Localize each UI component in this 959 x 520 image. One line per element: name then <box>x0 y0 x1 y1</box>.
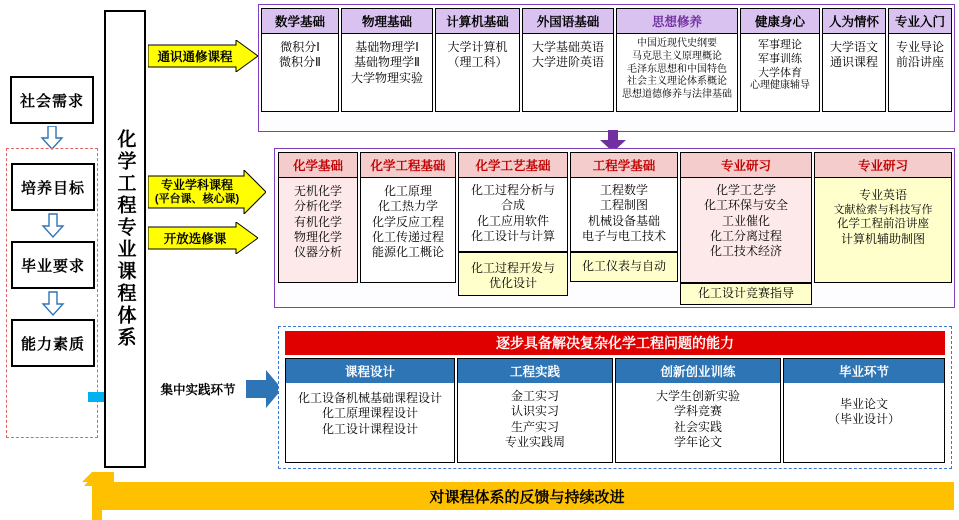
practice-item: 毕业论文 <box>839 397 888 411</box>
course-group-physics <box>341 8 433 112</box>
course-group-items <box>622 34 732 102</box>
course-group-title: 人为情怀 <box>823 9 885 34</box>
course-group-title: 计算机基础 <box>436 9 519 34</box>
vertical-title: 化学工程专业课程体系 <box>114 129 136 349</box>
course-group-items <box>294 178 342 261</box>
course-group-title: 专业入门 <box>889 9 951 34</box>
course-item: 分析化学 <box>293 199 342 214</box>
course-item: 微积分Ⅱ <box>279 55 321 70</box>
course-group-items <box>750 34 810 93</box>
course-item: 化学工程前沿讲座 <box>837 218 929 231</box>
feedback-arrow-up <box>74 472 114 520</box>
course-item: 化工分离过程 <box>709 229 782 244</box>
left-chain-item-0 <box>10 76 94 124</box>
course-group-title: 健康身心 <box>741 9 819 34</box>
course-item: 仪器分析 <box>293 245 342 260</box>
course-item: 毛泽东思想和中国特色 <box>627 63 727 75</box>
arrow-label-text: 专业学科课程 <box>160 177 233 192</box>
course-item: 合成 <box>500 198 525 213</box>
arrow-label-text: 集中实践环节 <box>160 383 236 397</box>
arrow-label-subtext: (平台课、核心课) <box>154 192 240 205</box>
arrow-label-elective <box>152 227 238 249</box>
course-item: 化工应用软件 <box>476 213 549 228</box>
course-group-chemical-technology-elective <box>458 252 568 296</box>
practice-card-items <box>298 383 442 437</box>
course-group-math <box>261 8 339 112</box>
course-group-items <box>896 34 944 71</box>
arrow-down-0 <box>40 126 64 150</box>
practice-card-graduation <box>783 358 945 463</box>
feedback-text: 对课程体系的反馈与持续改进 <box>429 488 625 506</box>
left-chain-label: 社会需求 <box>19 92 84 110</box>
course-group-items <box>582 178 666 244</box>
practice-card-title: 创新创业训练 <box>616 359 780 383</box>
course-item: 大学计算机 <box>447 40 508 54</box>
left-chain-dashed-group <box>6 148 98 438</box>
arrow-label-practice <box>150 377 246 401</box>
practice-card-engineering-practice <box>457 358 613 463</box>
course-item: 能源化工概论 <box>371 245 444 260</box>
course-item: 电子与电工技术 <box>581 229 666 244</box>
course-item: 化工仪表与自动 <box>581 259 666 274</box>
practice-card-title: 课程设计 <box>286 359 454 383</box>
left-chain-item-1 <box>11 163 95 211</box>
course-item: 军事训练 <box>758 53 802 66</box>
arrow-practice-shape <box>246 370 282 408</box>
course-item: 基础物理学Ⅰ <box>355 40 419 54</box>
course-item: 微积分Ⅰ <box>280 40 320 54</box>
arrow-label-major-core <box>150 174 244 210</box>
left-chain-item-2 <box>11 241 95 289</box>
practice-card-items <box>505 383 565 450</box>
course-item: 化工技术经济 <box>709 244 782 259</box>
course-item: 化工过程开发与 <box>470 260 555 275</box>
course-group-title: 化学基础 <box>279 153 357 178</box>
course-group-items <box>830 34 878 71</box>
course-group-chemical-technology-basics <box>458 152 568 252</box>
course-item: 化工设计与计算 <box>470 229 555 244</box>
course-group-title: 思想修养 <box>617 9 737 34</box>
practice-item: 专业实践周 <box>504 435 565 450</box>
course-group-title: 专业研习 <box>681 153 811 178</box>
practice-item: 化工原理课程设计 <box>321 406 418 421</box>
practice-item: 生产实习 <box>510 419 559 434</box>
course-item: 化工原理 <box>383 184 432 198</box>
course-item: 物理化学 <box>293 230 342 245</box>
course-group-chemistry-basics <box>278 152 358 283</box>
course-item: 工业催化 <box>721 213 770 228</box>
course-item: 大学体育 <box>758 67 802 80</box>
course-item: 无机化学 <box>293 184 342 198</box>
course-group-computer <box>435 8 520 112</box>
practice-item: 学科竞赛 <box>673 404 722 419</box>
course-item: 化工热力学 <box>377 199 438 214</box>
course-item: 心理健康辅导 <box>750 80 810 92</box>
left-chain <box>6 60 98 460</box>
practice-item: 社会实践 <box>673 419 722 434</box>
left-chain-item-3 <box>11 319 95 367</box>
course-item: 机械设备基础 <box>587 213 660 228</box>
course-group-ideology <box>616 8 738 112</box>
arrow-label-text: 通识通修课程 <box>157 50 233 64</box>
course-item: 化工过程分析与 <box>470 183 555 197</box>
course-item: 化工传递过程 <box>371 230 444 245</box>
course-item: 文献检索与科技写作 <box>833 204 933 217</box>
left-chain-label: 能力素质 <box>20 335 85 353</box>
course-group-items <box>582 259 666 274</box>
practice-card-innovation <box>615 358 781 463</box>
feedback-loop <box>74 472 954 516</box>
course-item: 中国近现代史纲要 <box>637 38 717 49</box>
course-item: 化工环保与安全 <box>703 198 788 213</box>
course-group-engineering-elective <box>570 252 678 282</box>
course-group-items <box>834 178 933 248</box>
course-group-title: 工程学基础 <box>571 153 677 178</box>
left-chain-label: 毕业要求 <box>20 257 85 275</box>
course-group-title: 数学基础 <box>262 9 338 34</box>
course-item: 有机化学 <box>293 214 342 229</box>
course-group-title: 专业研习 <box>815 153 951 178</box>
practice-card-items <box>828 383 900 428</box>
capability-banner-text: 逐步具备解决复杂化学工程问题的能力 <box>496 335 734 351</box>
practice-card-items <box>656 383 740 450</box>
practice-item: 认识实习 <box>510 404 559 419</box>
course-item: 通识课程 <box>829 55 878 70</box>
course-group-humanities <box>822 8 886 112</box>
arrow-down-1 <box>41 213 65 239</box>
course-group-foreign-language <box>522 8 614 112</box>
course-group-title: 化学工程基础 <box>361 153 455 178</box>
course-group-major-study-1 <box>680 152 812 283</box>
course-group-items <box>279 34 321 71</box>
course-item: 专业导论 <box>895 40 944 54</box>
course-item: 化工设计竞赛指导 <box>697 286 794 301</box>
left-chain-label: 培养目标 <box>20 179 85 197</box>
course-group-items <box>471 178 555 244</box>
course-group-engineering-basics <box>570 152 678 252</box>
course-item: （理工科） <box>447 55 508 70</box>
course-group-chemical-engineering-basics <box>360 152 456 283</box>
course-item: 专业英语 <box>858 188 907 202</box>
practice-card-course-design <box>285 358 455 463</box>
arrow-down-2 <box>41 291 65 317</box>
course-item: 化学工艺学 <box>715 183 776 197</box>
course-item: 大学基础英语 <box>531 40 604 54</box>
course-group-items <box>698 286 794 301</box>
course-group-items <box>704 178 788 260</box>
course-item: 优化设计 <box>488 276 537 290</box>
course-group-intro <box>888 8 952 112</box>
course-group-health <box>740 8 820 112</box>
feedback-bar <box>100 482 954 510</box>
arrow-label-general <box>152 45 238 67</box>
course-group-major-study-1-elective <box>680 283 812 305</box>
course-item: 工程数学 <box>599 183 648 197</box>
course-item: 军事理论 <box>758 39 802 51</box>
course-group-title: 化学工艺基础 <box>459 153 567 178</box>
course-item: 计算机辅助制图 <box>840 232 925 247</box>
course-group-title: 外国语基础 <box>523 9 613 34</box>
capability-banner <box>285 331 945 355</box>
course-group-major-study-2 <box>814 152 952 283</box>
course-item: 社会主义理论体系概论 <box>627 76 727 88</box>
course-group-items <box>532 34 604 71</box>
course-group-items <box>471 257 555 292</box>
practice-item: （毕业设计） <box>827 412 900 427</box>
course-item: 工程制图 <box>599 198 648 213</box>
practice-item: 化工设备机械基础课程设计 <box>297 391 442 405</box>
course-item: 大学物理实验 <box>350 70 423 85</box>
course-group-items <box>351 34 423 86</box>
practice-item: 金工实习 <box>510 389 559 403</box>
course-group-title: 物理基础 <box>342 9 432 34</box>
course-group-items <box>447 34 507 71</box>
course-item: 基础物理学Ⅱ <box>354 55 420 70</box>
course-item: 前沿讲座 <box>895 55 944 70</box>
course-item: 思想道德修养与法律基础 <box>622 89 732 101</box>
course-item: 大学进阶英语 <box>531 55 604 70</box>
practice-item: 大学生创新实验 <box>655 389 740 403</box>
course-item: 大学语文 <box>829 40 878 54</box>
practice-card-title: 工程实践 <box>458 359 612 383</box>
course-item: 化学反应工程 <box>371 214 444 229</box>
course-group-items <box>372 178 444 261</box>
practice-item: 化工设计课程设计 <box>321 421 418 436</box>
vertical-title-box <box>104 10 146 468</box>
practice-card-title: 毕业环节 <box>784 359 944 383</box>
practice-item: 学年论文 <box>673 435 722 450</box>
arrow-label-text: 开放选修课 <box>163 232 227 246</box>
course-item: 马克思主义原理概论 <box>632 50 722 62</box>
